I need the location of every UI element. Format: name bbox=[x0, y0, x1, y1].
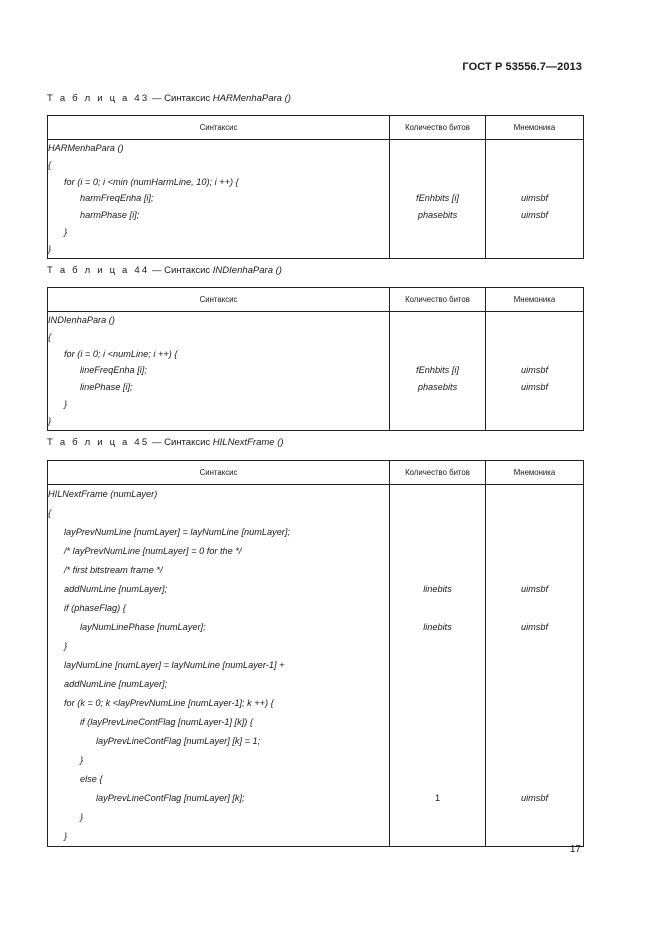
table-header-row bbox=[48, 461, 584, 485]
table-45-caption-name: HILNextFrame () bbox=[212, 437, 284, 448]
code-line: } bbox=[64, 641, 68, 651]
column-header-syntax: Синтаксис bbox=[48, 461, 390, 485]
mnemonic-value bbox=[486, 656, 583, 675]
table-45-caption-dash: — Синтаксис bbox=[149, 437, 213, 448]
mnemonic-value: uimsbf bbox=[520, 382, 549, 393]
code-line: /* layPrevNumLine [numLayer] = 0 for the */ bbox=[64, 546, 242, 556]
code-line: if (phaseFlag) { bbox=[64, 603, 126, 613]
table-44-label: Т а б л и ц а 44 bbox=[47, 265, 150, 276]
bits-value: linebits bbox=[423, 622, 452, 632]
mnemonic-value: uimsbf bbox=[520, 365, 549, 376]
bits-value bbox=[390, 140, 485, 157]
code-line: layNumLine [numLayer] = layNumLine [numLayer-1] + bbox=[64, 660, 285, 670]
bits-value bbox=[390, 413, 485, 430]
code-line: } bbox=[80, 755, 84, 765]
mnemonic-value bbox=[486, 542, 583, 561]
bits-value: phasebits bbox=[417, 210, 458, 221]
code-line: HARMenhaPara () bbox=[48, 143, 124, 153]
code-line: INDIenhaPara () bbox=[48, 315, 115, 325]
code-line: addNumLine [numLayer]; bbox=[64, 679, 168, 689]
mnemonic-value bbox=[486, 732, 583, 751]
bits-value bbox=[390, 485, 485, 504]
mnemonic-value bbox=[486, 561, 583, 580]
table-44 bbox=[47, 287, 584, 431]
mnemonic-value: uimsbf bbox=[520, 793, 549, 803]
bits-value bbox=[390, 396, 485, 413]
mnemonic-value bbox=[486, 675, 583, 694]
column-header-syntax: Синтаксис bbox=[48, 288, 390, 312]
column-header-bits: Количество битов bbox=[390, 288, 486, 312]
table-body-row bbox=[48, 312, 584, 431]
bits-value bbox=[390, 713, 485, 732]
code-line: /* first bitstream frame */ bbox=[64, 565, 163, 575]
code-line: linePhase [i]; bbox=[80, 382, 133, 393]
mnemonic-value: uimsbf bbox=[520, 210, 549, 221]
bits-value bbox=[390, 523, 485, 542]
mnemonic-value bbox=[486, 396, 583, 413]
mnemonic-value bbox=[486, 694, 583, 713]
bits-value bbox=[390, 694, 485, 713]
code-line: } bbox=[64, 831, 68, 841]
code-line: } bbox=[48, 415, 52, 426]
bits-value: linebits bbox=[423, 584, 452, 594]
bits-value bbox=[390, 675, 485, 694]
mnemonic-value bbox=[486, 174, 583, 191]
mnemonic-value bbox=[486, 637, 583, 656]
table-45-caption bbox=[47, 437, 284, 448]
table-43-label: Т а б л и ц а 43 bbox=[47, 93, 150, 104]
code-line: for (i = 0; i <min (numHarmLine, 10); i ++) { bbox=[64, 176, 239, 187]
mnemonic-value bbox=[486, 329, 583, 346]
code-line: { bbox=[48, 508, 52, 518]
syntax-cell bbox=[48, 140, 390, 259]
table-43-caption bbox=[47, 93, 291, 104]
bits-cell bbox=[390, 140, 486, 259]
bits-value bbox=[390, 808, 485, 827]
code-line: layPrevLineContFlag [numLayer] [k] = 1; bbox=[96, 736, 261, 746]
column-header-mnemonic: Мнемоника bbox=[486, 116, 584, 140]
table-45 bbox=[47, 460, 584, 847]
bits-value bbox=[390, 224, 485, 241]
bits-value bbox=[390, 157, 485, 174]
bits-value bbox=[390, 656, 485, 675]
bits-value bbox=[390, 504, 485, 523]
bits-value bbox=[390, 312, 485, 329]
page-number: 17 bbox=[569, 844, 581, 855]
column-header-bits: Количество битов bbox=[390, 116, 486, 140]
table-body-row bbox=[48, 485, 584, 847]
mnemonic-value bbox=[486, 713, 583, 732]
bits-value bbox=[390, 241, 485, 258]
bits-cell bbox=[390, 312, 486, 431]
code-line: else { bbox=[80, 774, 103, 784]
column-header-bits: Количество битов bbox=[390, 461, 486, 485]
code-line: for (i = 0; i <numLine; i ++) { bbox=[64, 348, 178, 359]
code-line: } bbox=[48, 243, 52, 254]
bits-cell bbox=[390, 485, 486, 847]
table-body-row bbox=[48, 140, 584, 259]
mnemonic-value bbox=[486, 523, 583, 542]
syntax-cell bbox=[48, 312, 390, 431]
table-43-caption-dash: — Синтаксис bbox=[149, 93, 213, 104]
mnemonic-value bbox=[486, 751, 583, 770]
mnemonic-value: uimsbf bbox=[520, 622, 549, 632]
bits-value: 1 bbox=[434, 793, 441, 803]
mnemonic-value bbox=[486, 241, 583, 258]
column-header-mnemonic: Мнемоника bbox=[486, 461, 584, 485]
mnemonic-cell bbox=[486, 312, 584, 431]
bits-value bbox=[390, 542, 485, 561]
code-line: } bbox=[80, 812, 84, 822]
bits-value bbox=[390, 346, 485, 363]
mnemonic-value bbox=[486, 808, 583, 827]
bits-value bbox=[390, 732, 485, 751]
code-line: } bbox=[64, 226, 68, 237]
mnemonic-value bbox=[486, 140, 583, 157]
table-43-caption-name: HARMenhaPara () bbox=[212, 93, 291, 104]
mnemonic-value: uimsbf bbox=[520, 193, 549, 204]
bits-value bbox=[390, 561, 485, 580]
mnemonic-value bbox=[486, 770, 583, 789]
code-line: harmPhase [i]; bbox=[80, 210, 140, 221]
bits-value: phasebits bbox=[417, 382, 458, 393]
table-44-caption-name: INDIenhaPara () bbox=[212, 265, 282, 276]
table-44-caption-dash: — Синтаксис bbox=[149, 265, 213, 276]
column-header-mnemonic: Мнемоника bbox=[486, 288, 584, 312]
code-line: HILNextFrame (numLayer) bbox=[48, 489, 158, 499]
table-45-label: Т а б л и ц а 45 bbox=[47, 437, 150, 448]
bits-value bbox=[390, 637, 485, 656]
mnemonic-value bbox=[486, 413, 583, 430]
mnemonic-value bbox=[486, 504, 583, 523]
bits-value: fEnhbits [i] bbox=[416, 193, 459, 204]
mnemonic-value bbox=[486, 827, 583, 846]
syntax-cell bbox=[48, 485, 390, 847]
code-line: lineFreqEnha [i]; bbox=[80, 365, 147, 376]
code-line: for (k = 0; k <layPrevNumLine [numLayer-1]; k ++) { bbox=[64, 698, 274, 708]
code-line: layPrevLineContFlag [numLayer] [k]; bbox=[96, 793, 245, 803]
code-line: layNumLinePhase [numLayer]; bbox=[80, 622, 206, 632]
mnemonic-cell bbox=[486, 485, 584, 847]
column-header-syntax: Синтаксис bbox=[48, 116, 390, 140]
code-line: harmFreqEnha [i]; bbox=[80, 193, 154, 204]
bits-value bbox=[390, 751, 485, 770]
mnemonic-value bbox=[486, 346, 583, 363]
table-header-row bbox=[48, 116, 584, 140]
bits-value: fEnhbits [i] bbox=[416, 365, 459, 376]
mnemonic-value: uimsbf bbox=[520, 584, 549, 594]
bits-value bbox=[390, 827, 485, 846]
bits-value bbox=[390, 329, 485, 346]
mnemonic-value bbox=[486, 224, 583, 241]
code-line: { bbox=[48, 331, 52, 342]
table-header-row bbox=[48, 288, 584, 312]
mnemonic-value bbox=[486, 312, 583, 329]
mnemonic-cell bbox=[486, 140, 584, 259]
code-line: { bbox=[48, 159, 52, 170]
table-44-caption bbox=[47, 265, 282, 276]
code-line: layPrevNumLine [numLayer] = layNumLine [numLayer]; bbox=[64, 527, 290, 537]
mnemonic-value bbox=[486, 157, 583, 174]
mnemonic-value bbox=[486, 599, 583, 618]
code-line: } bbox=[64, 398, 68, 409]
code-line: if (layPrevLineContFlag [numLayer-1] [k]) { bbox=[80, 717, 253, 727]
table-43 bbox=[47, 115, 584, 259]
mnemonic-value bbox=[486, 485, 583, 504]
document-header: ГОСТ Р 53556.7—2013 bbox=[462, 61, 582, 73]
bits-value bbox=[390, 770, 485, 789]
code-line: addNumLine [numLayer]; bbox=[64, 584, 168, 594]
bits-value bbox=[390, 599, 485, 618]
bits-value bbox=[390, 174, 485, 191]
